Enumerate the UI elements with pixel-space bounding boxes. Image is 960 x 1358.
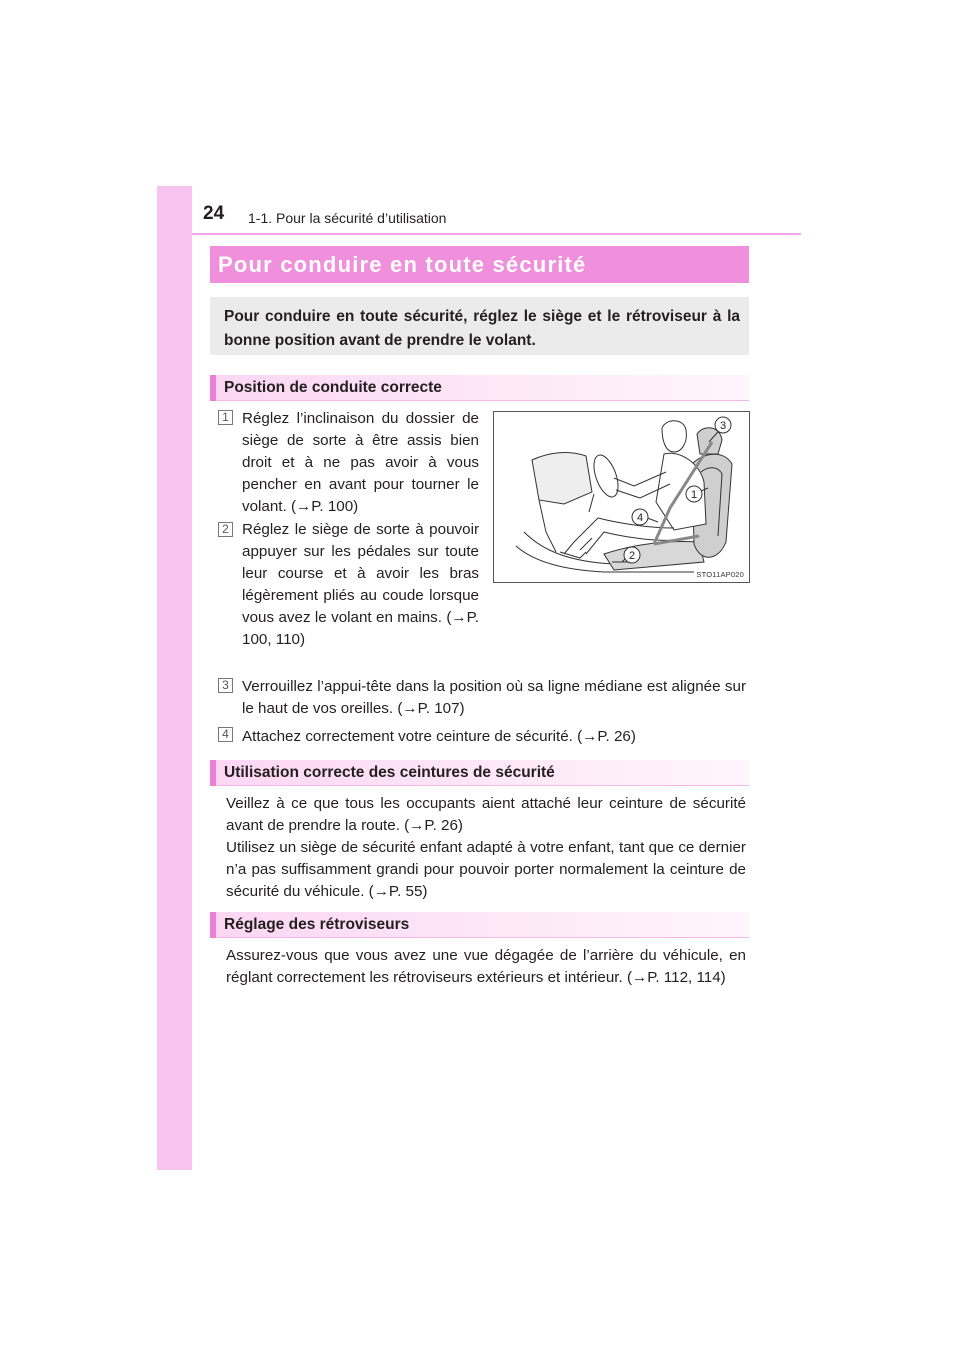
header-rule — [192, 233, 801, 235]
callout-label-4: 4 — [636, 512, 644, 524]
driving-position-illustration — [493, 411, 750, 583]
retroviseurs-paragraph: Assurez-vous que vous avez une vue dégagée de l’arrière du véhicule, en réglant correctement les rétroviseurs extérieurs et intérieur. (→P. 112, 114) — [226, 947, 746, 986]
ceintures-paragraph-2: Utilisez un siège de sécurité enfant adapté à votre enfant, tant que ce dernier n’a pas suffisamment grandi pour pouvoir porter normalement la ceinture de sécurité du véhicule. (→P. 55) — [226, 839, 746, 900]
callout-label-2: 2 — [628, 550, 636, 562]
step-number-1: 1 — [218, 410, 233, 425]
callout-label-1: 1 — [690, 489, 698, 501]
page-number: 24 — [203, 203, 225, 224]
step-text-1: Réglez l’inclinaison du dossier de siège de sorte à être assis bien droit et à ne pas avoir à vous pencher en avant pour tourner le volant. (→P. 100) — [242, 410, 479, 515]
section-title-ceintures: Utilisation correcte des ceintures de sécurité — [224, 764, 555, 781]
chapter-title: 1-1. Pour la sécurité d’utilisation — [248, 210, 447, 226]
callout-label-3: 3 — [719, 420, 727, 432]
step-number-3: 3 — [218, 678, 233, 693]
step-text-3: Verrouillez l’appui-tête dans la position où sa ligne médiane est alignée sur le haut de vos oreilles. (→P. 107) — [242, 678, 746, 717]
intro-text: Pour conduire en toute sécurité, réglez le siège et le rétroviseur à la bonne position avant de prendre le volant. — [224, 308, 740, 349]
section-title-retroviseurs: Réglage des rétroviseurs — [224, 916, 410, 933]
step-text-2: Réglez le siège de sorte à pouvoir appuyer sur les pédales sur toute leur course et à avoir les bras légèrement pliés au coude lorsque vous avez le volant en mains. (→P. 100, 110) — [242, 521, 479, 648]
side-tab-band — [157, 186, 192, 1170]
step-number-4: 4 — [218, 727, 233, 742]
step-text-4: Attachez correctement votre ceinture de sécurité. (→P. 26) — [242, 728, 636, 745]
ceintures-paragraph-1: Veillez à ce que tous les occupants aient attaché leur ceinture de sécurité avant de prendre la route. (→P. 26) — [226, 795, 746, 834]
page-title: Pour conduire en toute sécurité — [218, 252, 587, 277]
driver-seat-drawing — [494, 412, 750, 583]
figure-code: STO11AP020 — [696, 570, 744, 579]
section-title-position: Position de conduite correcte — [224, 379, 442, 396]
step-number-2: 2 — [218, 522, 233, 537]
